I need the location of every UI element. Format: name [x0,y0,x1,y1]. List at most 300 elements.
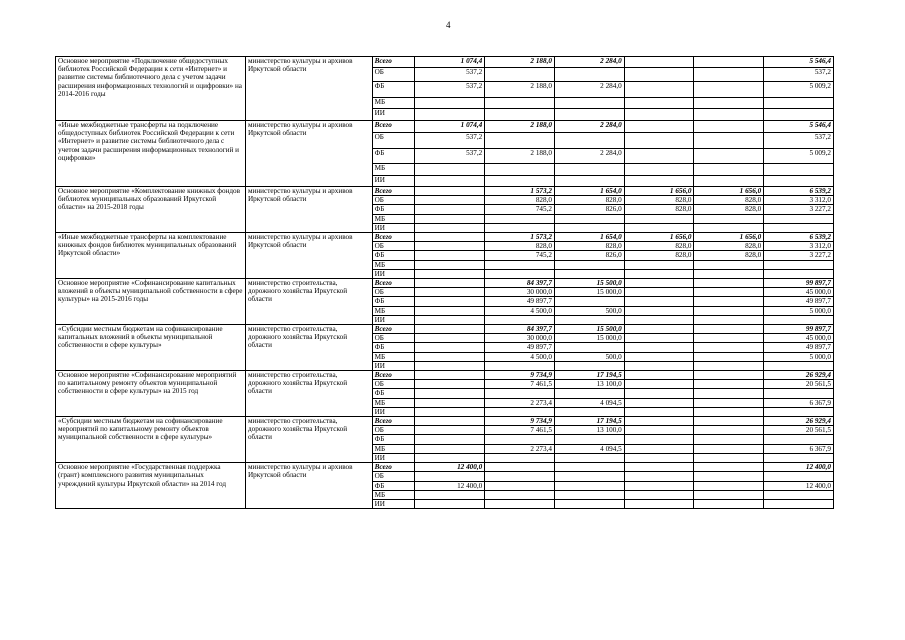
amount-cell [624,463,694,472]
funding-source-cell: ИИ [372,499,415,508]
amount-cell [624,315,694,324]
amount-cell [485,490,555,499]
measure-description-cell: Основное мероприятие «Государственная поддержка (грант) комплексного развития муниципальных учреждений культуры Иркутской области» на 2014 год [56,463,246,509]
amount-cell [624,68,694,82]
amount-cell [554,98,624,109]
funding-source-cell: ОБ [372,426,415,435]
amount-cell [694,57,764,68]
amount-cell [624,269,694,278]
funding-source-cell: Всего [372,371,415,380]
amount-cell: 1 074,4 [415,57,485,68]
amount-cell: 49 897,7 [485,343,555,352]
amount-cell [694,98,764,109]
amount-cell [764,98,834,109]
amount-cell [694,164,764,176]
funding-source-cell: ИИ [372,361,415,370]
funding-source-cell: ФБ [372,481,415,490]
funding-source-cell: Всего [372,121,415,133]
amount-cell: 15 000,0 [554,334,624,343]
amount-cell [694,288,764,297]
amount-cell [554,389,624,398]
amount-cell [764,260,834,269]
responsible-executor-cell: министерство строительства, дорожного хозяйства Иркутской области [245,279,372,325]
amount-cell [485,463,555,472]
amount-cell [485,68,555,82]
amount-cell [415,352,485,361]
amount-cell [415,109,485,121]
amount-cell [554,214,624,223]
funding-source-cell: ОБ [372,196,415,205]
amount-cell [415,176,485,187]
amount-cell [415,426,485,435]
amount-cell [624,121,694,133]
amount-cell [554,260,624,269]
amount-cell [554,297,624,306]
amount-cell [624,453,694,462]
amount-cell [694,453,764,462]
funding-source-cell: Всего [372,417,415,426]
amount-cell [624,444,694,453]
amount-cell [694,176,764,187]
page-number: 4 [446,20,451,30]
amount-cell: 828,0 [485,196,555,205]
funding-source-cell: Всего [372,57,415,68]
table-row [56,417,834,426]
amount-cell [415,417,485,426]
amount-cell [415,472,485,481]
amount-cell [485,435,555,444]
table-row [56,187,834,196]
amount-cell: 4 500,0 [485,306,555,315]
amount-cell [415,371,485,380]
amount-cell [694,499,764,508]
amount-cell: 1 656,0 [694,233,764,242]
amount-cell [554,109,624,121]
amount-cell: 2 273,4 [485,398,555,407]
amount-cell: 49 897,7 [764,297,834,306]
amount-cell [415,435,485,444]
amount-cell: 6 367,9 [764,444,834,453]
amount-cell [485,389,555,398]
amount-cell [554,472,624,481]
amount-cell [415,325,485,334]
amount-cell: 4 500,0 [485,352,555,361]
table-row [56,279,834,288]
funding-source-cell: ФБ [372,205,415,214]
amount-cell: 2 188,0 [485,121,555,133]
amount-cell: 4 094,5 [554,398,624,407]
amount-cell [554,490,624,499]
amount-cell: 4 094,5 [554,444,624,453]
amount-cell [554,481,624,490]
amount-cell [624,343,694,352]
funding-source-cell: ИИ [372,176,415,187]
measure-description-cell: «Субсидии местным бюджетам на софинансирование капитальных вложений в объекты муниципальной собственности в сфере культуры» [56,325,246,371]
amount-cell: 17 194,5 [554,371,624,380]
amount-cell [694,398,764,407]
amount-cell: 15 500,0 [554,279,624,288]
amount-cell: 826,0 [554,251,624,260]
amount-cell [694,481,764,490]
amount-cell [554,133,624,149]
amount-cell [624,371,694,380]
amount-cell: 537,2 [764,68,834,82]
amount-cell [694,297,764,306]
amount-cell [485,176,555,187]
amount-cell: 84 397,7 [485,279,555,288]
amount-cell [485,133,555,149]
amount-cell: 537,2 [415,149,485,164]
amount-cell: 7 461,5 [485,426,555,435]
amount-cell: 5 009,2 [764,82,834,98]
amount-cell: 2 284,0 [554,149,624,164]
amount-cell: 6 367,9 [764,398,834,407]
amount-cell [415,499,485,508]
amount-cell [764,315,834,324]
amount-cell [694,380,764,389]
amount-cell [694,149,764,164]
amount-cell [554,435,624,444]
amount-cell: 84 397,7 [485,325,555,334]
amount-cell: 2 188,0 [485,57,555,68]
amount-cell [624,306,694,315]
amount-cell [554,164,624,176]
amount-cell [415,214,485,223]
amount-cell [415,453,485,462]
amount-cell [624,260,694,269]
amount-cell: 1 656,0 [624,187,694,196]
amount-cell [415,490,485,499]
funding-source-cell: Всего [372,463,415,472]
funding-source-cell: МБ [372,444,415,453]
funding-source-cell: Всего [372,325,415,334]
amount-cell [485,499,555,508]
amount-cell: 5 546,4 [764,121,834,133]
amount-cell: 20 561,5 [764,380,834,389]
amount-cell [415,251,485,260]
funding-source-cell: ФБ [372,297,415,306]
amount-cell [415,407,485,416]
funding-source-cell: МБ [372,306,415,315]
amount-cell: 6 539,2 [764,187,834,196]
funding-source-cell: ИИ [372,269,415,278]
amount-cell [415,334,485,343]
amount-cell [554,499,624,508]
amount-cell [694,426,764,435]
amount-cell: 5 000,0 [764,352,834,361]
amount-cell [694,260,764,269]
amount-cell [624,398,694,407]
amount-cell [415,361,485,370]
table-row [56,121,834,133]
funding-source-cell: ОБ [372,380,415,389]
amount-cell [624,82,694,98]
amount-cell [485,269,555,278]
amount-cell: 5 546,4 [764,57,834,68]
amount-cell [554,315,624,324]
amount-cell [694,269,764,278]
amount-cell: 3 227,2 [764,251,834,260]
amount-cell: 745,2 [485,251,555,260]
funding-source-cell: МБ [372,398,415,407]
amount-cell: 30 000,0 [485,334,555,343]
funding-source-cell: ОБ [372,472,415,481]
responsible-executor-cell: министерство культуры и архивов Иркутской области [245,463,372,509]
amount-cell: 2 284,0 [554,82,624,98]
amount-cell [624,334,694,343]
amount-cell [485,214,555,223]
amount-cell [624,164,694,176]
amount-cell [694,463,764,472]
funding-source-cell: ФБ [372,82,415,98]
funding-source-cell: Всего [372,187,415,196]
amount-cell [415,223,485,232]
amount-cell: 9 734,9 [485,417,555,426]
amount-cell: 500,0 [554,306,624,315]
amount-cell [415,389,485,398]
budget-table-body [56,57,834,509]
amount-cell: 828,0 [694,242,764,251]
measure-description-cell: Основное мероприятие «Софинансирование мероприятий по капитальному ремонту объектов муниципальной собственности в сфере культуры» на 2015 год [56,371,246,417]
amount-cell [624,325,694,334]
funding-source-cell: ФБ [372,389,415,398]
table-row [56,233,834,242]
funding-source-cell: ОБ [372,242,415,251]
amount-cell [624,98,694,109]
amount-cell: 1 654,0 [554,233,624,242]
funding-source-cell: Всего [372,233,415,242]
amount-cell [764,472,834,481]
measure-description-cell: Основное мероприятие «Подключение общедоступных библиотек Российской Федерации к сети «Интернет» и развитие системы библиотечного дела с учетом задачи расширения информационных технологий и оцифровки» на 2014-2016 годы [56,57,246,121]
amount-cell [764,109,834,121]
amount-cell [415,205,485,214]
amount-cell: 1 573,2 [485,233,555,242]
amount-cell: 1 656,0 [694,187,764,196]
funding-source-cell: Всего [372,279,415,288]
responsible-executor-cell: министерство строительства, дорожного хозяйства Иркутской области [245,417,372,463]
amount-cell [764,490,834,499]
amount-cell [554,223,624,232]
amount-cell [415,343,485,352]
amount-cell [624,57,694,68]
funding-source-cell: ИИ [372,453,415,462]
amount-cell [415,269,485,278]
amount-cell [764,361,834,370]
amount-cell [485,472,555,481]
amount-cell [764,435,834,444]
amount-cell: 15 500,0 [554,325,624,334]
amount-cell [485,407,555,416]
amount-cell [624,223,694,232]
amount-cell [764,453,834,462]
amount-cell [694,334,764,343]
amount-cell [694,121,764,133]
amount-cell [694,315,764,324]
amount-cell [764,164,834,176]
amount-cell: 49 897,7 [485,297,555,306]
amount-cell: 9 734,9 [485,371,555,380]
amount-cell: 826,0 [554,205,624,214]
amount-cell [624,472,694,481]
funding-source-cell: ФБ [372,343,415,352]
measure-description-cell: «Субсидии местным бюджетам на софинансирование мероприятий по капитальному ремонту объектов муниципальной собственности в сфере культуры» [56,417,246,463]
funding-source-cell: ОБ [372,133,415,149]
amount-cell [624,361,694,370]
amount-cell: 2 273,4 [485,444,555,453]
amount-cell: 12 400,0 [764,481,834,490]
amount-cell: 17 194,5 [554,417,624,426]
funding-source-cell: МБ [372,214,415,223]
amount-cell [554,68,624,82]
amount-cell [764,214,834,223]
amount-cell [694,82,764,98]
amount-cell [624,417,694,426]
amount-cell [624,176,694,187]
amount-cell: 13 100,0 [554,380,624,389]
amount-cell [624,499,694,508]
amount-cell: 2 188,0 [485,149,555,164]
amount-cell [415,242,485,251]
amount-cell [415,288,485,297]
amount-cell: 20 561,5 [764,426,834,435]
amount-cell [694,306,764,315]
amount-cell: 537,2 [415,68,485,82]
amount-cell [764,499,834,508]
amount-cell [415,398,485,407]
amount-cell: 500,0 [554,352,624,361]
amount-cell [694,361,764,370]
funding-source-cell: МБ [372,490,415,499]
measure-description-cell: «Иные межбюджетные трансферты на комплектование книжных фондов библиотек муниципальных образований Иркутской области» [56,233,246,279]
amount-cell [415,233,485,242]
measure-description-cell: Основное мероприятие «Комплектование книжных фондов библиотек муниципальных образований Иркутской области» на 2015-2018 годы [56,187,246,233]
table-row [56,463,834,472]
amount-cell [694,417,764,426]
amount-cell [624,109,694,121]
amount-cell: 30 000,0 [485,288,555,297]
amount-cell [624,288,694,297]
funding-source-cell: ИИ [372,223,415,232]
amount-cell: 828,0 [554,196,624,205]
amount-cell: 49 897,7 [764,343,834,352]
amount-cell [624,133,694,149]
table-row [56,325,834,334]
amount-cell: 15 000,0 [554,288,624,297]
amount-cell [624,481,694,490]
amount-cell [764,389,834,398]
amount-cell [764,407,834,416]
responsible-executor-cell: министерство культуры и архивов Иркутской области [245,187,372,233]
responsible-executor-cell: министерство культуры и архивов Иркутской области [245,121,372,187]
amount-cell: 537,2 [415,82,485,98]
amount-cell [624,389,694,398]
amount-cell [694,325,764,334]
amount-cell [694,371,764,380]
amount-cell [554,269,624,278]
funding-source-cell: ОБ [372,288,415,297]
budget-table [55,56,834,509]
amount-cell [485,260,555,269]
amount-cell [415,315,485,324]
funding-source-cell: ИИ [372,407,415,416]
amount-cell: 828,0 [624,251,694,260]
amount-cell: 537,2 [415,133,485,149]
amount-cell [694,435,764,444]
amount-cell [485,98,555,109]
amount-cell [624,214,694,223]
amount-cell: 5 009,2 [764,149,834,164]
measure-description-cell: «Иные межбюджетные трансферты на подключение общедоступных библиотек Российской Федерации к сети «Интернет» и развитие системы библиотечного дела с учетом задачи расширения информационных технологий и оцифровки» [56,121,246,187]
funding-source-cell: ИИ [372,315,415,324]
amount-cell: 1 074,4 [415,121,485,133]
amount-cell: 12 400,0 [764,463,834,472]
amount-cell [415,444,485,453]
amount-cell [485,164,555,176]
table-row [56,57,834,68]
amount-cell [764,176,834,187]
amount-cell [624,407,694,416]
amount-cell: 828,0 [694,196,764,205]
amount-cell: 1 654,0 [554,187,624,196]
amount-cell: 26 929,4 [764,417,834,426]
funding-source-cell: ОБ [372,68,415,82]
amount-cell [554,343,624,352]
amount-cell [694,109,764,121]
amount-cell: 828,0 [624,196,694,205]
amount-cell: 2 284,0 [554,121,624,133]
responsible-executor-cell: министерство строительства, дорожного хозяйства Иркутской области [245,371,372,417]
amount-cell [485,109,555,121]
amount-cell: 3 312,0 [764,242,834,251]
amount-cell: 745,2 [485,205,555,214]
amount-cell: 828,0 [485,242,555,251]
amount-cell [554,463,624,472]
amount-cell [415,380,485,389]
funding-source-cell: ОБ [372,334,415,343]
amount-cell [485,481,555,490]
amount-cell [415,196,485,205]
funding-source-cell: МБ [372,352,415,361]
amount-cell: 1 656,0 [624,233,694,242]
amount-cell [415,306,485,315]
amount-cell [764,269,834,278]
amount-cell: 2 188,0 [485,82,555,98]
amount-cell: 828,0 [554,242,624,251]
amount-cell [694,407,764,416]
amount-cell [694,352,764,361]
funding-source-cell: МБ [372,98,415,109]
amount-cell [764,223,834,232]
responsible-executor-cell: министерство культуры и архивов Иркутской области [245,233,372,279]
amount-cell: 6 539,2 [764,233,834,242]
amount-cell: 3 227,2 [764,205,834,214]
amount-cell [694,389,764,398]
amount-cell [694,279,764,288]
amount-cell: 5 000,0 [764,306,834,315]
amount-cell [485,361,555,370]
amount-cell: 12 400,0 [415,481,485,490]
amount-cell: 537,2 [764,133,834,149]
table-row [56,371,834,380]
responsible-executor-cell: министерство строительства, дорожного хозяйства Иркутской области [245,325,372,371]
amount-cell: 828,0 [624,205,694,214]
amount-cell [694,223,764,232]
amount-cell: 45 000,0 [764,288,834,297]
amount-cell [485,315,555,324]
amount-cell: 828,0 [694,251,764,260]
amount-cell [415,98,485,109]
funding-source-cell: ФБ [372,251,415,260]
